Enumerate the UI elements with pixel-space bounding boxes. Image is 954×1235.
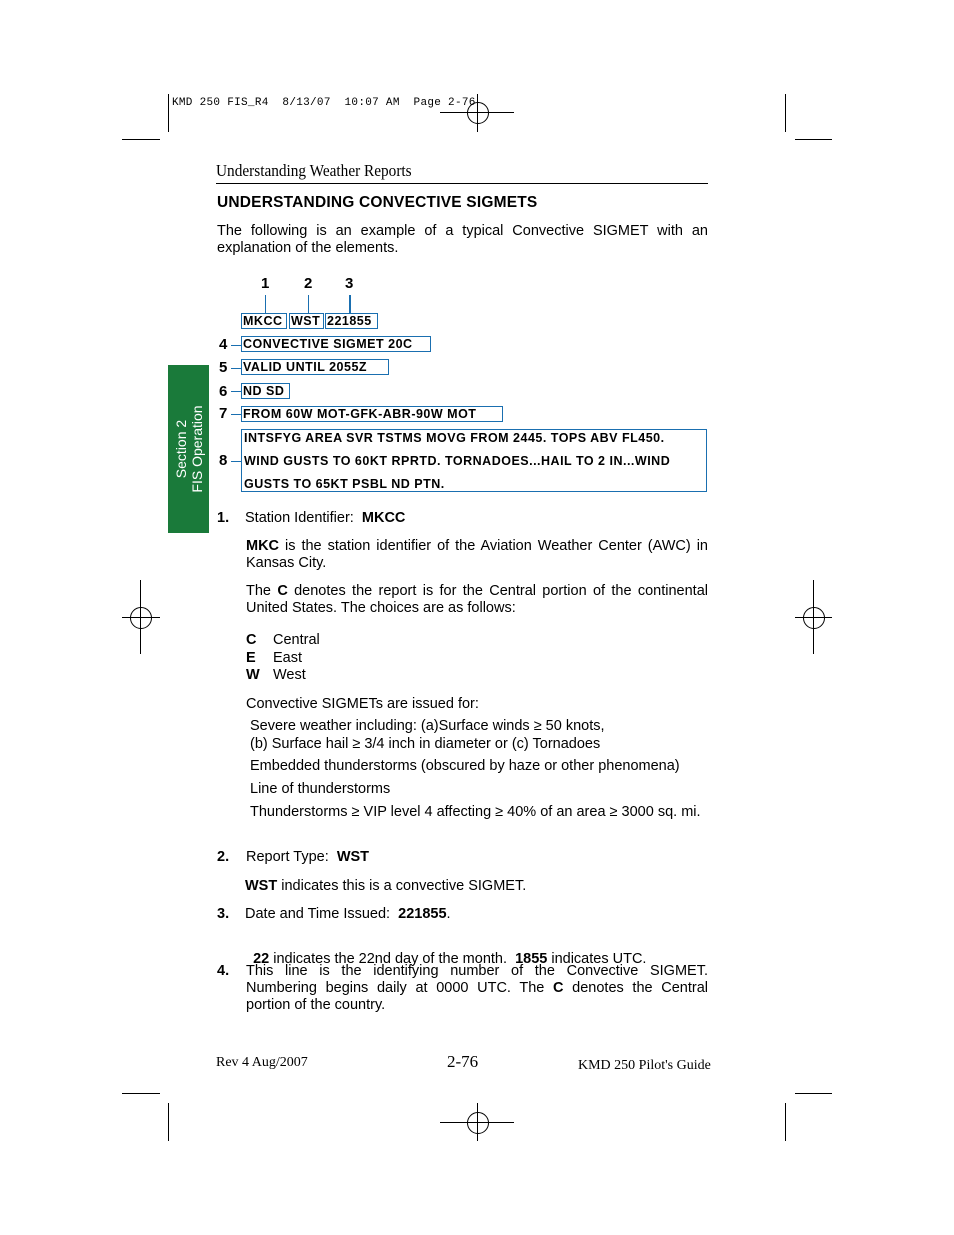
item-3-heading (245, 906, 451, 923)
field-box-conditions (241, 429, 707, 492)
choice-name: West (273, 667, 306, 683)
choice-name: Central (273, 632, 320, 648)
item-2-paragraph (245, 878, 526, 895)
crop-mark (795, 1093, 832, 1094)
diagram-number-1: 1 (261, 275, 270, 292)
item-1-value: MKCC (361, 510, 406, 526)
item-1-heading (245, 510, 405, 527)
leader-line (231, 391, 241, 392)
field-box-report-type: WST (289, 313, 324, 329)
printer-slug: KMD 250 FIS_R4 8/13/07 10:07 AM Page 2-76 (172, 97, 476, 109)
leader-line (308, 295, 309, 313)
crop-mark (168, 1103, 169, 1141)
conditions-line: INTSFYG AREA SVR TSTMS MOVG FROM 2445. TOPS ABV FL450. (244, 431, 665, 445)
field-box-states: ND SD (241, 383, 290, 399)
item-1-p2-text: denotes the report is for the Central portion of the continental United States. The choices are as follows: (246, 583, 708, 616)
item-4-bold: C (553, 980, 564, 996)
item-4-paragraph (246, 963, 708, 1014)
item-4-text: This line is the identifying number of the Convective SIGMET. Numbering begins daily at 0000 UTC. The (246, 963, 708, 996)
leader-line (231, 414, 241, 415)
item-3-value: 221855 (398, 906, 447, 922)
item-2-label: Report Type: (246, 849, 329, 865)
item-1-p1-text: is the station identifier of the Aviation Weather Center (AWC) in Kansas City. (246, 538, 708, 571)
side-tab-line1: Section 2 (172, 419, 189, 479)
footer-guide-title: KMD 250 Pilot's Guide (578, 1058, 711, 1073)
intro-paragraph: The following is an example of a typical Convective SIGMET with an explanation of the elements. (217, 223, 708, 256)
item-2-p-text: indicates this is a convective SIGMET. (277, 878, 527, 894)
criteria-line: Line of thunderstorms (250, 781, 391, 797)
item-1-p1-bold: MKC (246, 538, 280, 554)
conditions-line: WIND GUSTS TO 60KT RPRTD. TORNADOES...HAIL TO 2 IN...WIND (244, 454, 671, 468)
crop-mark (122, 139, 160, 140)
field-box-valid-until: VALID UNTIL 2055Z (241, 359, 389, 375)
item-3-value-suffix: . (446, 906, 451, 922)
item-3-p-text: indicates UTC. (547, 951, 647, 967)
running-head-text: Understanding Weather Reports (216, 161, 412, 180)
item-1-paragraph-1 (246, 538, 708, 572)
item-3-p-bold-2: 1855 (515, 951, 548, 967)
criteria-line: Embedded thunderstorms (obscured by haze or other phenomena) (250, 758, 680, 774)
running-head (216, 161, 708, 184)
crop-mark (122, 1093, 160, 1094)
item-2-p-bold: WST (245, 878, 278, 894)
field-box-area: FROM 60W MOT-GFK-ABR-90W MOT (241, 406, 503, 422)
choice-code: C (246, 632, 257, 648)
item-1-p2-pre: The (246, 583, 278, 599)
conditions-line: GUSTS TO 65KT PSBL ND PTN. (244, 477, 445, 491)
leader-line (265, 295, 266, 313)
item-3-p-mid: indicates the 22nd day of the month. (269, 951, 516, 967)
leader-line (231, 345, 241, 346)
leader-line (231, 368, 241, 369)
crop-mark (795, 139, 832, 140)
item-2-value: WST (336, 849, 370, 865)
item-3-label: Date and Time Issued: (245, 906, 391, 922)
diagram-number-4: 4 (219, 336, 228, 353)
item-3-p-bold-1: 22 (253, 951, 270, 967)
item-1-p2-bold: C (277, 583, 288, 599)
item-1-number: 1. (217, 510, 230, 526)
side-tab-line2: FIS Operation (188, 405, 205, 493)
item-2-heading (246, 849, 369, 866)
issued-for-text: Convective SIGMETs are issued for: (246, 696, 479, 712)
choice-name: East (273, 650, 303, 666)
side-tab-label (173, 405, 205, 492)
diagram-number-3: 3 (345, 275, 354, 292)
item-1-label: Station Identifier: (245, 510, 354, 526)
field-box-datetime: 221855 (325, 313, 378, 329)
item-2-number: 2. (217, 849, 230, 865)
field-box-station: MKCC (241, 313, 287, 329)
crop-mark (785, 94, 786, 132)
leader-line (349, 295, 351, 313)
diagram-number-2: 2 (304, 275, 313, 292)
crop-mark (785, 1103, 786, 1141)
item-4-text-rest: denotes the Central portion of the country. (246, 980, 708, 1013)
section-side-tab (168, 365, 209, 533)
diagram-number-7: 7 (219, 405, 228, 422)
choice-code: E (246, 650, 256, 666)
page-number: 2-76 (447, 1052, 479, 1071)
item-1-paragraph-2 (246, 583, 708, 617)
diagram-number-6: 6 (219, 383, 228, 400)
diagram-number-5: 5 (219, 359, 228, 376)
criteria-line: Thunderstorms ≥ VIP level 4 affecting ≥ 40% of an area ≥ 3000 sq. mi. (250, 804, 701, 820)
item-4-number: 4. (217, 963, 230, 979)
choice-code: W (246, 667, 260, 683)
field-box-sigmet-number: CONVECTIVE SIGMET 20C (241, 336, 431, 352)
diagram-number-8: 8 (219, 452, 228, 469)
section-title: UNDERSTANDING CONVECTIVE SIGMETS (217, 194, 538, 211)
crop-mark (168, 94, 169, 132)
leader-line (231, 461, 241, 462)
criteria-line: (b) Surface hail ≥ 3/4 inch in diameter or (c) Tornadoes (250, 736, 601, 752)
item-3-number: 3. (217, 906, 230, 922)
criteria-line: Severe weather including: (a)Surface winds ≥ 50 knots, (250, 718, 605, 734)
footer-revision: Rev 4 Aug/2007 (216, 1055, 308, 1070)
